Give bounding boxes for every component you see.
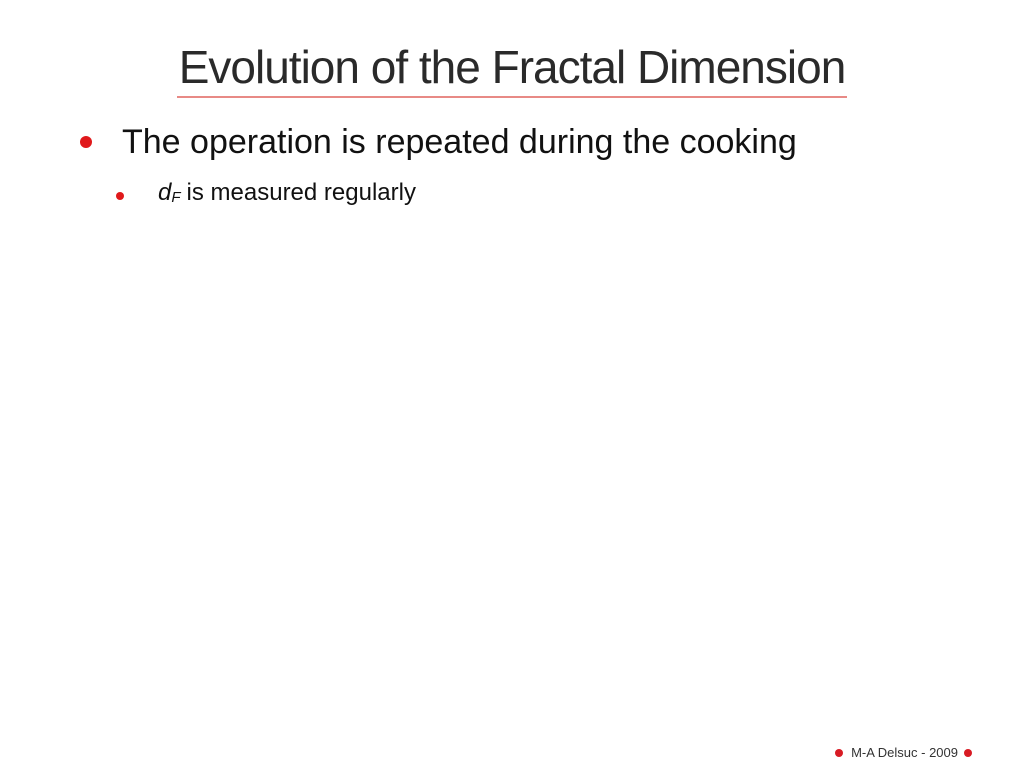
variable-subscript: F — [171, 189, 181, 206]
footer — [835, 745, 972, 760]
bullet-item — [80, 120, 797, 164]
footer-dot-icon — [964, 749, 972, 757]
footer-dot-icon — [835, 749, 843, 757]
variable-d: d — [158, 179, 172, 206]
subbullet-item — [116, 177, 416, 214]
footer-text: M-A Delsuc - 2009 — [851, 745, 958, 760]
bullet-text: The operation is repeated during the cooking — [122, 123, 797, 161]
slide-title: Evolution of the Fractal Dimension — [177, 40, 848, 98]
bullet-dot-icon — [80, 136, 92, 148]
subbullet-text: is measured regularly — [186, 179, 416, 206]
title-container — [0, 40, 1024, 98]
subbullet-dot-icon — [116, 192, 124, 200]
subbullet-text-container — [158, 177, 416, 214]
